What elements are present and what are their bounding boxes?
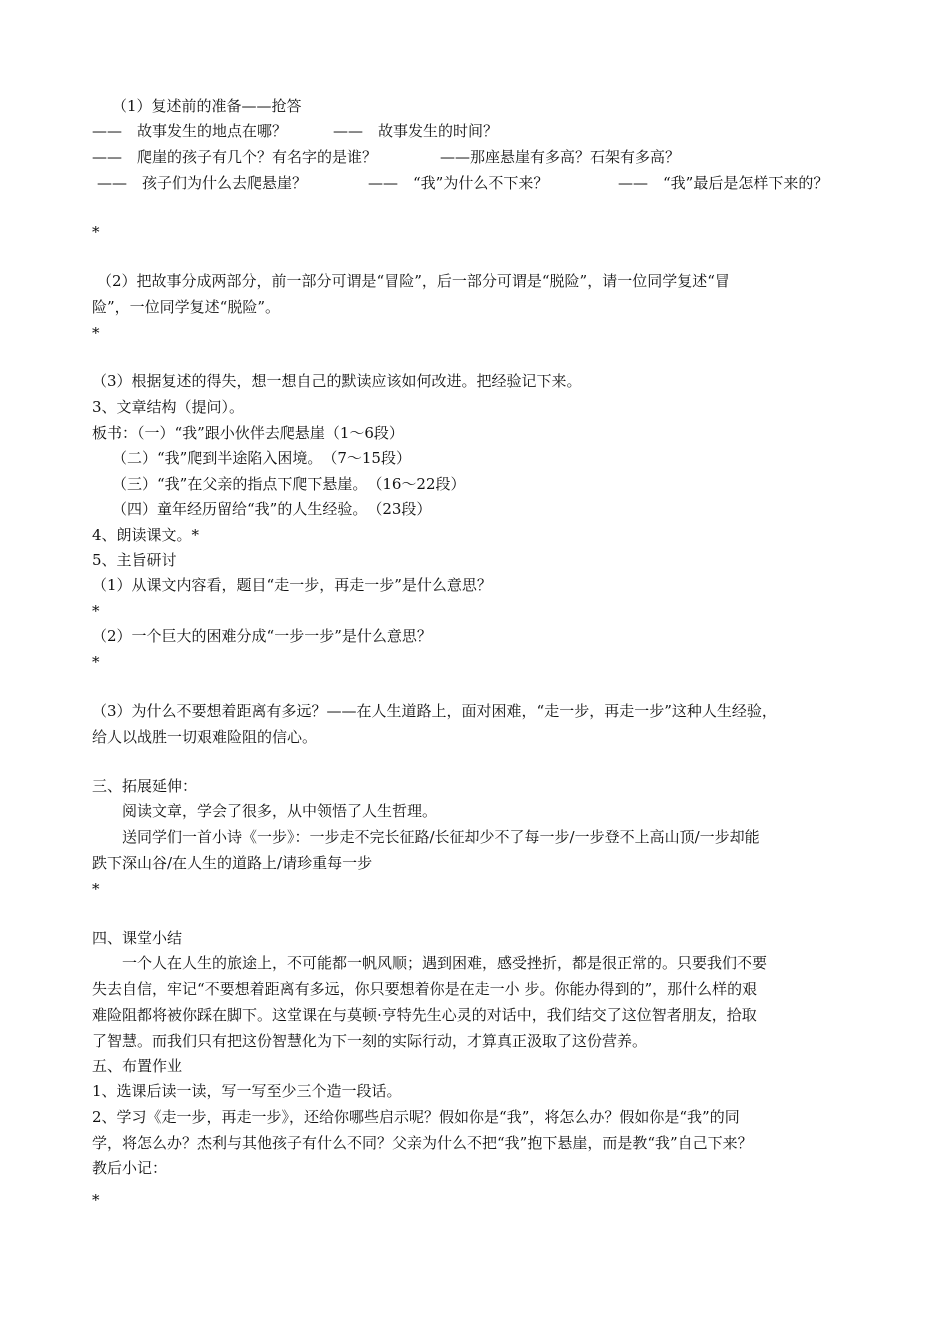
summary-line4: 了智慧。而我们只有把这份智慧化为下一刻的实际行动，才算真正汲取了这份营养。 <box>92 1032 648 1050</box>
summary-line2: 失去自信，牢记“不要想着距离有多远，你只要想着你是在走一小 步。你能办得到的”，那什么样的艰 <box>92 980 758 998</box>
homework-item-1: 1、选课后读一读，写一写至少三个造一段话。 <box>92 1082 402 1100</box>
retell-task-line2: 险”，一位同学复述“脱险”。 <box>92 298 281 316</box>
retell-task-line1: （2）把故事分成两部分，前一部分可谓是“冒险”，后一部分可谓是“脱险”，请一位同学复述“冒 <box>97 272 730 290</box>
question-children: —— 爬崖的孩子有几个？有名字的是谁？ <box>92 148 378 166</box>
asterisk-mark: * <box>92 223 100 241</box>
asterisk-mark: * <box>92 653 100 671</box>
poem-line1: 送同学们一首小诗《一步》：一步走不完长征路/长征却少不了每一步/一步登不上高山顶/一步却能 <box>122 828 760 846</box>
theme-heading: 5、主旨研讨 <box>92 551 177 569</box>
question-why-stuck: —— “我”为什么不下来？ <box>368 174 549 192</box>
asterisk-mark: * <box>92 1191 100 1209</box>
read-aloud: 4、朗读课文。* <box>92 526 200 544</box>
question-why-climb: —— 孩子们为什么去爬悬崖？ <box>97 174 308 192</box>
theme-question-1: （1）从课文内容看，题目“走一步，再走一步”是什么意思？ <box>92 576 492 594</box>
extension-text: 阅读文章，学会了很多，从中领悟了人生哲理。 <box>122 802 438 820</box>
poem-line2: 跌下深山谷/在人生的道路上/请珍重每一步 <box>92 854 373 872</box>
reading-improve: （3）根据复述的得失，想一想自己的默读应该如何改进。把经验记下来。 <box>92 372 582 390</box>
summary-heading: 四、课堂小结 <box>92 929 183 947</box>
homework-item-2-line1: 2、学习《走一步，再走一步》，还给你哪些启示呢？假如你是“我”，将怎么办？假如你是“我”的同 <box>92 1108 740 1126</box>
summary-line1: 一个人在人生的旅途上，不可能都一帆风顺；遇到困难，感受挫折，都是很正常的。只要我们不要 <box>122 954 768 972</box>
asterisk-mark: * <box>92 880 100 898</box>
structure-heading: 3、文章结构（提问）。 <box>92 398 245 416</box>
question-cliff-height: ——那座悬崖有多高？石架有多高？ <box>440 148 681 166</box>
retell-prep-heading: （1）复述前的准备——抢答 <box>112 97 302 115</box>
question-time: —— 故事发生的时间？ <box>333 122 499 140</box>
theme-question-2: （2）一个巨大的困难分成“一步一步”是什么意思？ <box>92 627 432 645</box>
summary-line3: 难险阻都将被你踩在脚下。这堂课在与莫顿·亨特先生心灵的对话中，我们结交了这位智者朋友，拾取 <box>92 1006 757 1024</box>
question-how-down: —— “我”最后是怎样下来的？ <box>618 174 829 192</box>
board-part-4: （四）童年经历留给“我”的人生经验。 （23段） <box>112 500 432 518</box>
theme-question-3-line2: 给人以战胜一切艰难险阻的信心。 <box>92 728 318 746</box>
board-part-1: 板书：（一）“我”跟小伙伴去爬悬崖（1～6段） <box>92 424 404 442</box>
theme-question-3-line1: （3）为什么不要想着距离有多远？——在人生道路上，面对困难，“走一步，再走一步”这种人生经验， <box>92 702 777 720</box>
asterisk-mark: * <box>92 602 100 620</box>
homework-heading: 五、布置作业 <box>92 1057 183 1075</box>
board-part-3: （三）“我”在父亲的指点下爬下悬崖。 （16～22段） <box>112 475 466 493</box>
board-part-2: （二）“我”爬到半途陷入困境。 （7～15段） <box>112 449 411 467</box>
question-location: —— 故事发生的地点在哪？ <box>92 122 288 140</box>
asterisk-mark: * <box>92 324 100 342</box>
homework-item-2-line2: 学，将怎么办？杰利与其他孩子有什么不同？父亲为什么不把“我”抱下悬崖，而是教“我”自己下来？ <box>92 1134 753 1152</box>
extension-heading: 三、拓展延伸： <box>92 777 198 795</box>
after-class-notes: 教后小记： <box>92 1159 168 1177</box>
